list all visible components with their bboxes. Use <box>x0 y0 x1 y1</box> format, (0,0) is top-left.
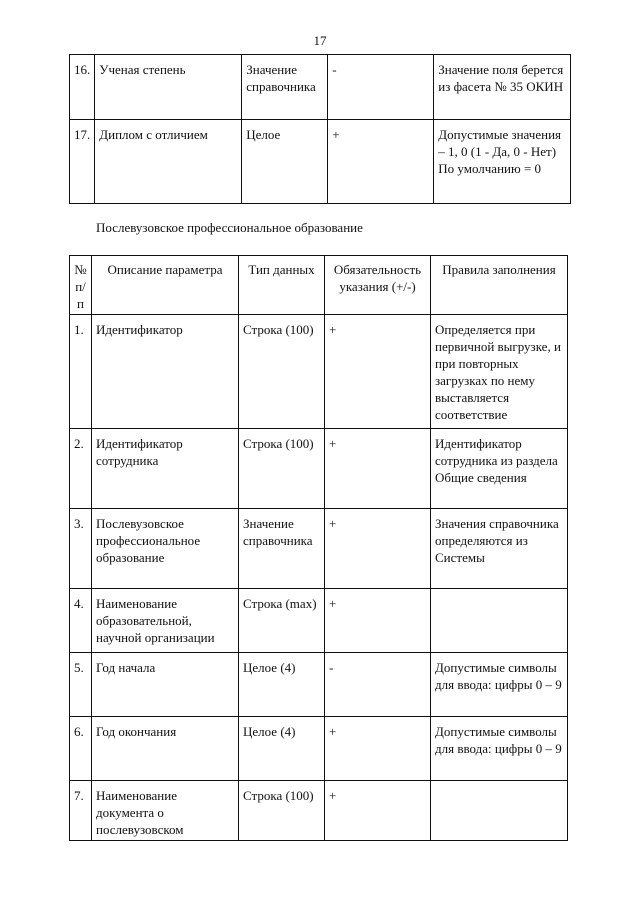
fill-rules: Допустимые символы для ввода: цифры 0 – 9 <box>431 653 568 717</box>
header-number: № п/п <box>70 256 92 315</box>
parameter-description: Идентификатор <box>92 315 239 429</box>
data-type: Строка (max) <box>239 589 325 653</box>
parameter-description: Наименование документа о послевузовском <box>92 781 239 841</box>
data-type: Значение справочника <box>242 55 328 120</box>
required-flag: + <box>325 717 431 781</box>
table-row <box>70 429 568 509</box>
required-flag: + <box>325 781 431 841</box>
table-row <box>70 717 568 781</box>
parameter-description: Идентификатор сотрудника <box>92 429 239 509</box>
table-header-row <box>70 256 568 315</box>
row-number: 4. <box>70 589 92 653</box>
data-type: Целое (4) <box>239 717 325 781</box>
required-flag: + <box>328 120 434 204</box>
parameter-description: Диплом с отличием <box>95 120 242 204</box>
parameter-description: Год окончания <box>92 717 239 781</box>
fill-rules: Значения справочника определяются из Системы <box>431 509 568 589</box>
row-number: 2. <box>70 429 92 509</box>
data-type: Строка (100) <box>239 781 325 841</box>
fill-rules <box>431 781 568 841</box>
header-data-type: Тип данных <box>239 256 325 315</box>
data-type: Целое (4) <box>239 653 325 717</box>
data-type: Строка (100) <box>239 429 325 509</box>
required-flag: - <box>325 653 431 717</box>
header-required: Обязательность указания (+/-) <box>325 256 431 315</box>
required-flag: + <box>325 589 431 653</box>
parameter-description: Наименование образовательной, научной организации <box>92 589 239 653</box>
required-flag: - <box>328 55 434 120</box>
data-type: Строка (100) <box>239 315 325 429</box>
table-row <box>70 315 568 429</box>
fill-rules <box>431 589 568 653</box>
page-number: 17 <box>313 33 327 48</box>
row-number: 3. <box>70 509 92 589</box>
fill-rules: Допустимые символы для ввода: цифры 0 – 9 <box>431 717 568 781</box>
parameters-table-continued <box>69 54 571 204</box>
header-fill-rules: Правила заполнения <box>431 256 568 315</box>
row-number: 5. <box>70 653 92 717</box>
data-type: Целое <box>242 120 328 204</box>
fill-rules: Допустимые значения – 1, 0 (1 - Да, 0 - Нет) По умолчанию = 0 <box>434 120 571 204</box>
table-row <box>70 55 571 120</box>
row-number: 1. <box>70 315 92 429</box>
fill-rules: Идентификатор сотрудника из раздела Общие сведения <box>431 429 568 509</box>
row-number: 7. <box>70 781 92 841</box>
table-row <box>70 509 568 589</box>
table-row <box>70 120 571 204</box>
data-type: Значение справочника <box>239 509 325 589</box>
header-description: Описание параметра <box>92 256 239 315</box>
row-number: 16. <box>70 55 95 120</box>
row-number: 6. <box>70 717 92 781</box>
fill-rules: Значение поля берется из фасета № 35 ОКИН <box>434 55 571 120</box>
parameter-description: Послевузовское профессиональное образование <box>92 509 239 589</box>
required-flag: + <box>325 509 431 589</box>
required-flag: + <box>325 429 431 509</box>
section-title: Послевузовское профессиональное образование <box>96 220 363 235</box>
table-row <box>70 589 568 653</box>
table-row <box>70 653 568 717</box>
postgraduate-education-table <box>69 255 568 841</box>
table-row <box>70 781 568 841</box>
fill-rules: Определяется при первичной выгрузке, и при повторных загрузках по нему выставляется соответствие <box>431 315 568 429</box>
required-flag: + <box>325 315 431 429</box>
parameter-description: Год начала <box>92 653 239 717</box>
row-number: 17. <box>70 120 95 204</box>
parameter-description: Ученая степень <box>95 55 242 120</box>
